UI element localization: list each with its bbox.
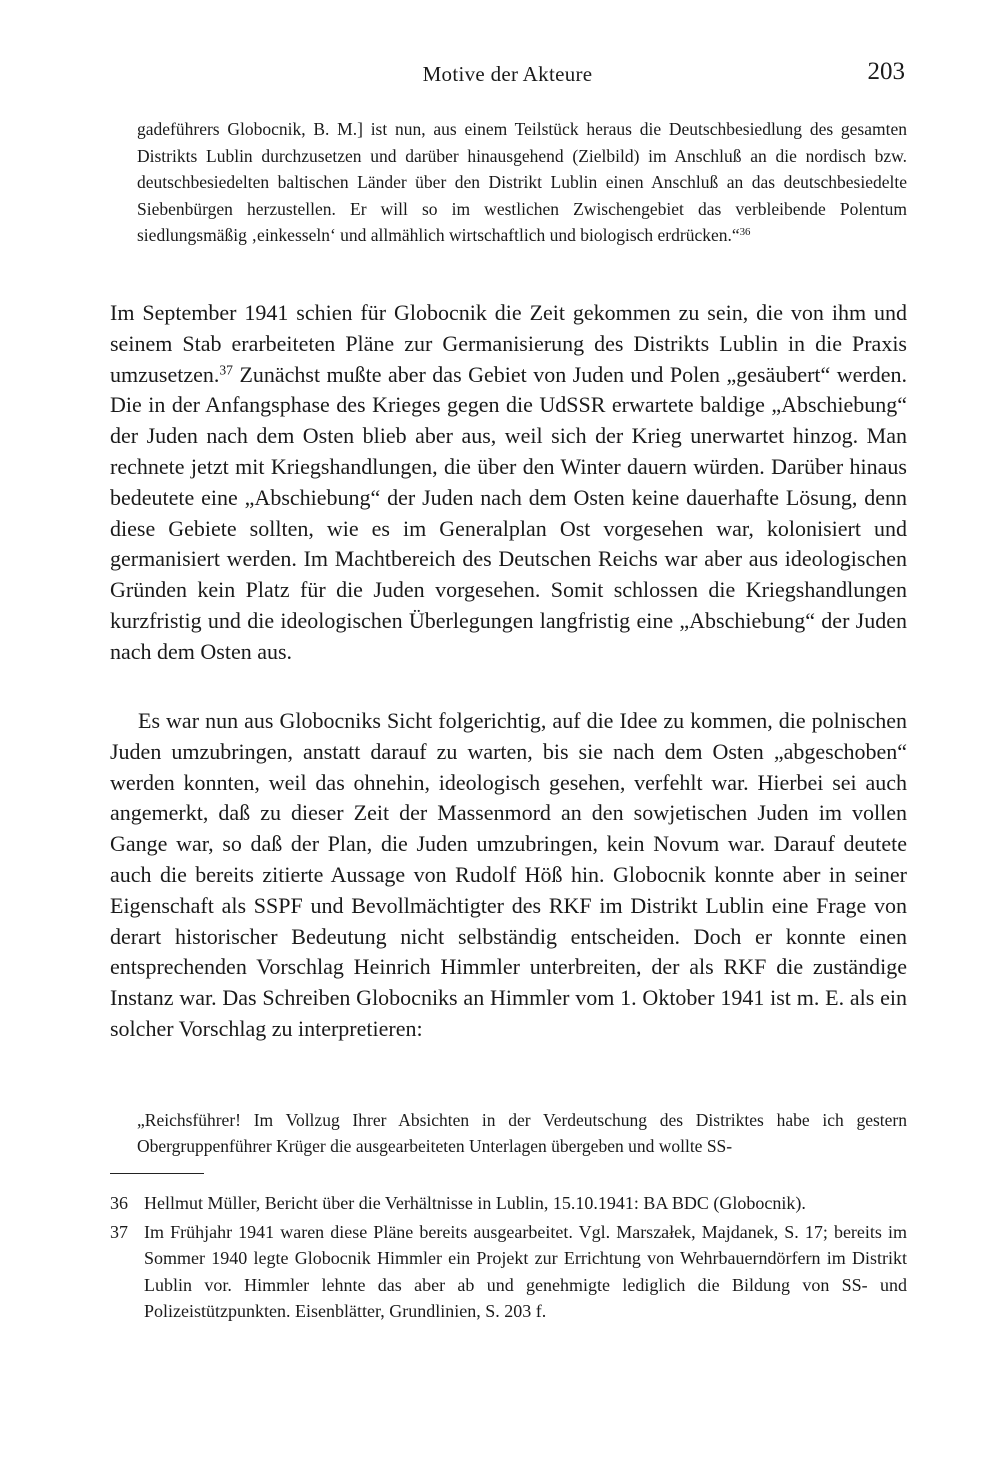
paragraph-text-part-2: Zunächst mußte aber das Gebiet von Juden und Polen „gesäubert“ werden. Die in der Anfangsphase des Krieges gegen die UdSSR erwartete baldige „Abschiebung“ der Juden nach dem Osten blieb aber aus, weil sich der Krieg unerwartet hinzog. Man rechnete jetzt mit Kriegshandlungen, die über den Winter dauern würden. Darüber hinaus bedeutete eine „Abschiebung“ der Juden nach dem Osten keine dauerhafte Lösung, denn diese Gebiete sollten, wie es im Generalplan Ost vorgesehen war, kolonisiert und germanisiert werden. Im Machtbereich des Deutschen Reichs war aber aus ideologischen Gründen kein Platz für die Juden vorgesehen. Somit schlossen die Kriegshandlungen kurzfristig und die ideologischen Überlegungen langfristig eine „Abschiebung“ der Juden nach dem Osten aus. — [110, 361, 907, 664]
page-header — [110, 58, 905, 94]
page-number: 203 — [867, 58, 905, 85]
footnote-number: 36 — [110, 1193, 128, 1213]
running-title: Motive der Akteure — [422, 62, 593, 86]
quote-text: gadeführers Globocnik, B. M.] ist nun, aus einem Teilstück heraus die Deutschbesiedlung des gesamten Distrikts Lublin durchzusetzen und darüber hinausgehend (Zielbild) im Anschluß an die nordisch bzw. deutschbesiedelten baltischen Länder über den Distrikt Lublin einen Anschluß an das deutschbesiedelte Siebenbürgen herzustellen. Er will so im westlichen Zwischengebiet das verbleibende Polentum siedlungsmäßig ‚einkesseln‘ und allmählich wirtschaftlich und biologisch erdrücken.“ — [137, 119, 907, 245]
footnote-37 — [110, 1219, 907, 1325]
footnote-number: 37 — [110, 1221, 128, 1242]
footnote-text: Hellmut Müller, Bericht über die Verhältnisse in Lublin, 15.10.1941: BA BDC (Globocnik). — [144, 1193, 806, 1213]
footnote-ref-37: 37 — [219, 362, 233, 378]
block-quote-top — [137, 116, 907, 249]
footnotes — [110, 1190, 907, 1327]
paragraph-text-part-1: Im September 1941 schien für Globocnik die Zeit gekommen zu sein, die von ihm und seinem Stab erarbeiteten Pläne zur Germanisierung des Distrikts Lublin in die Praxis umzusetzen. — [110, 300, 907, 387]
footnote-36 — [110, 1190, 907, 1217]
footnote-text: Im Frühjahr 1941 waren diese Pläne bereits ausgearbeitet. Vgl. Marszałek, Majdanek, S. 17; bereits im Sommer 1940 legte Globocnik Himmler ein Projekt zur Errichtung von Wehrbauerndörfern im Distrikt Lublin vor. Himmler lehnte das aber ab und genehmigte lediglich die Bildung von SS- und Polizeistützpunkten. Eisenblätter, Grundlinien, S. 203 f. — [144, 1221, 907, 1321]
block-quote-bottom: „Reichsführer! Im Vollzug Ihrer Absichten in der Verdeutschung des Distriktes habe ich gestern Obergruppenführer Krüger die ausgearbeiteten Unterlagen übergeben und wollte SS- — [137, 1110, 907, 1156]
footnote-ref-36: 36 — [739, 226, 751, 239]
footnote-separator — [110, 1173, 204, 1174]
body-paragraph-2: Es war nun aus Globocniks Sicht folgerichtig, auf die Idee zu kommen, die polnischen Juden umzubringen, anstatt darauf zu warten, bis sie nach dem Osten „abgeschoben“ werden konnten, weil das ohnehin, ideologisch gesehen, verfehlt war. Hierbei sei auch angemerkt, daß zu dieser Zeit der Massenmord an den sowjetischen Juden im vollen Gange war, so daß der Plan, die Juden umzubringen, kein Novum war. Darauf deutete auch die bereits zitierte Aussage von Rudolf Höß hin. Globocnik konnte aber in seiner Eigenschaft als SSPF und Bevollmächtigter des RKF im Distrikt Lublin eine Frage von derart historischer Bedeutung nicht selbständig entscheiden. Doch er konnte einen entsprechenden Vorschlag Heinrich Himmler unterbreiten, der als RKF die zuständige Instanz war. Das Schreiben Globocniks an Himmler vom 1. Oktober 1941 ist m. E. als ein solcher Vorschlag zu interpretieren: — [110, 708, 907, 1041]
body-paragraph-1 — [110, 298, 907, 668]
